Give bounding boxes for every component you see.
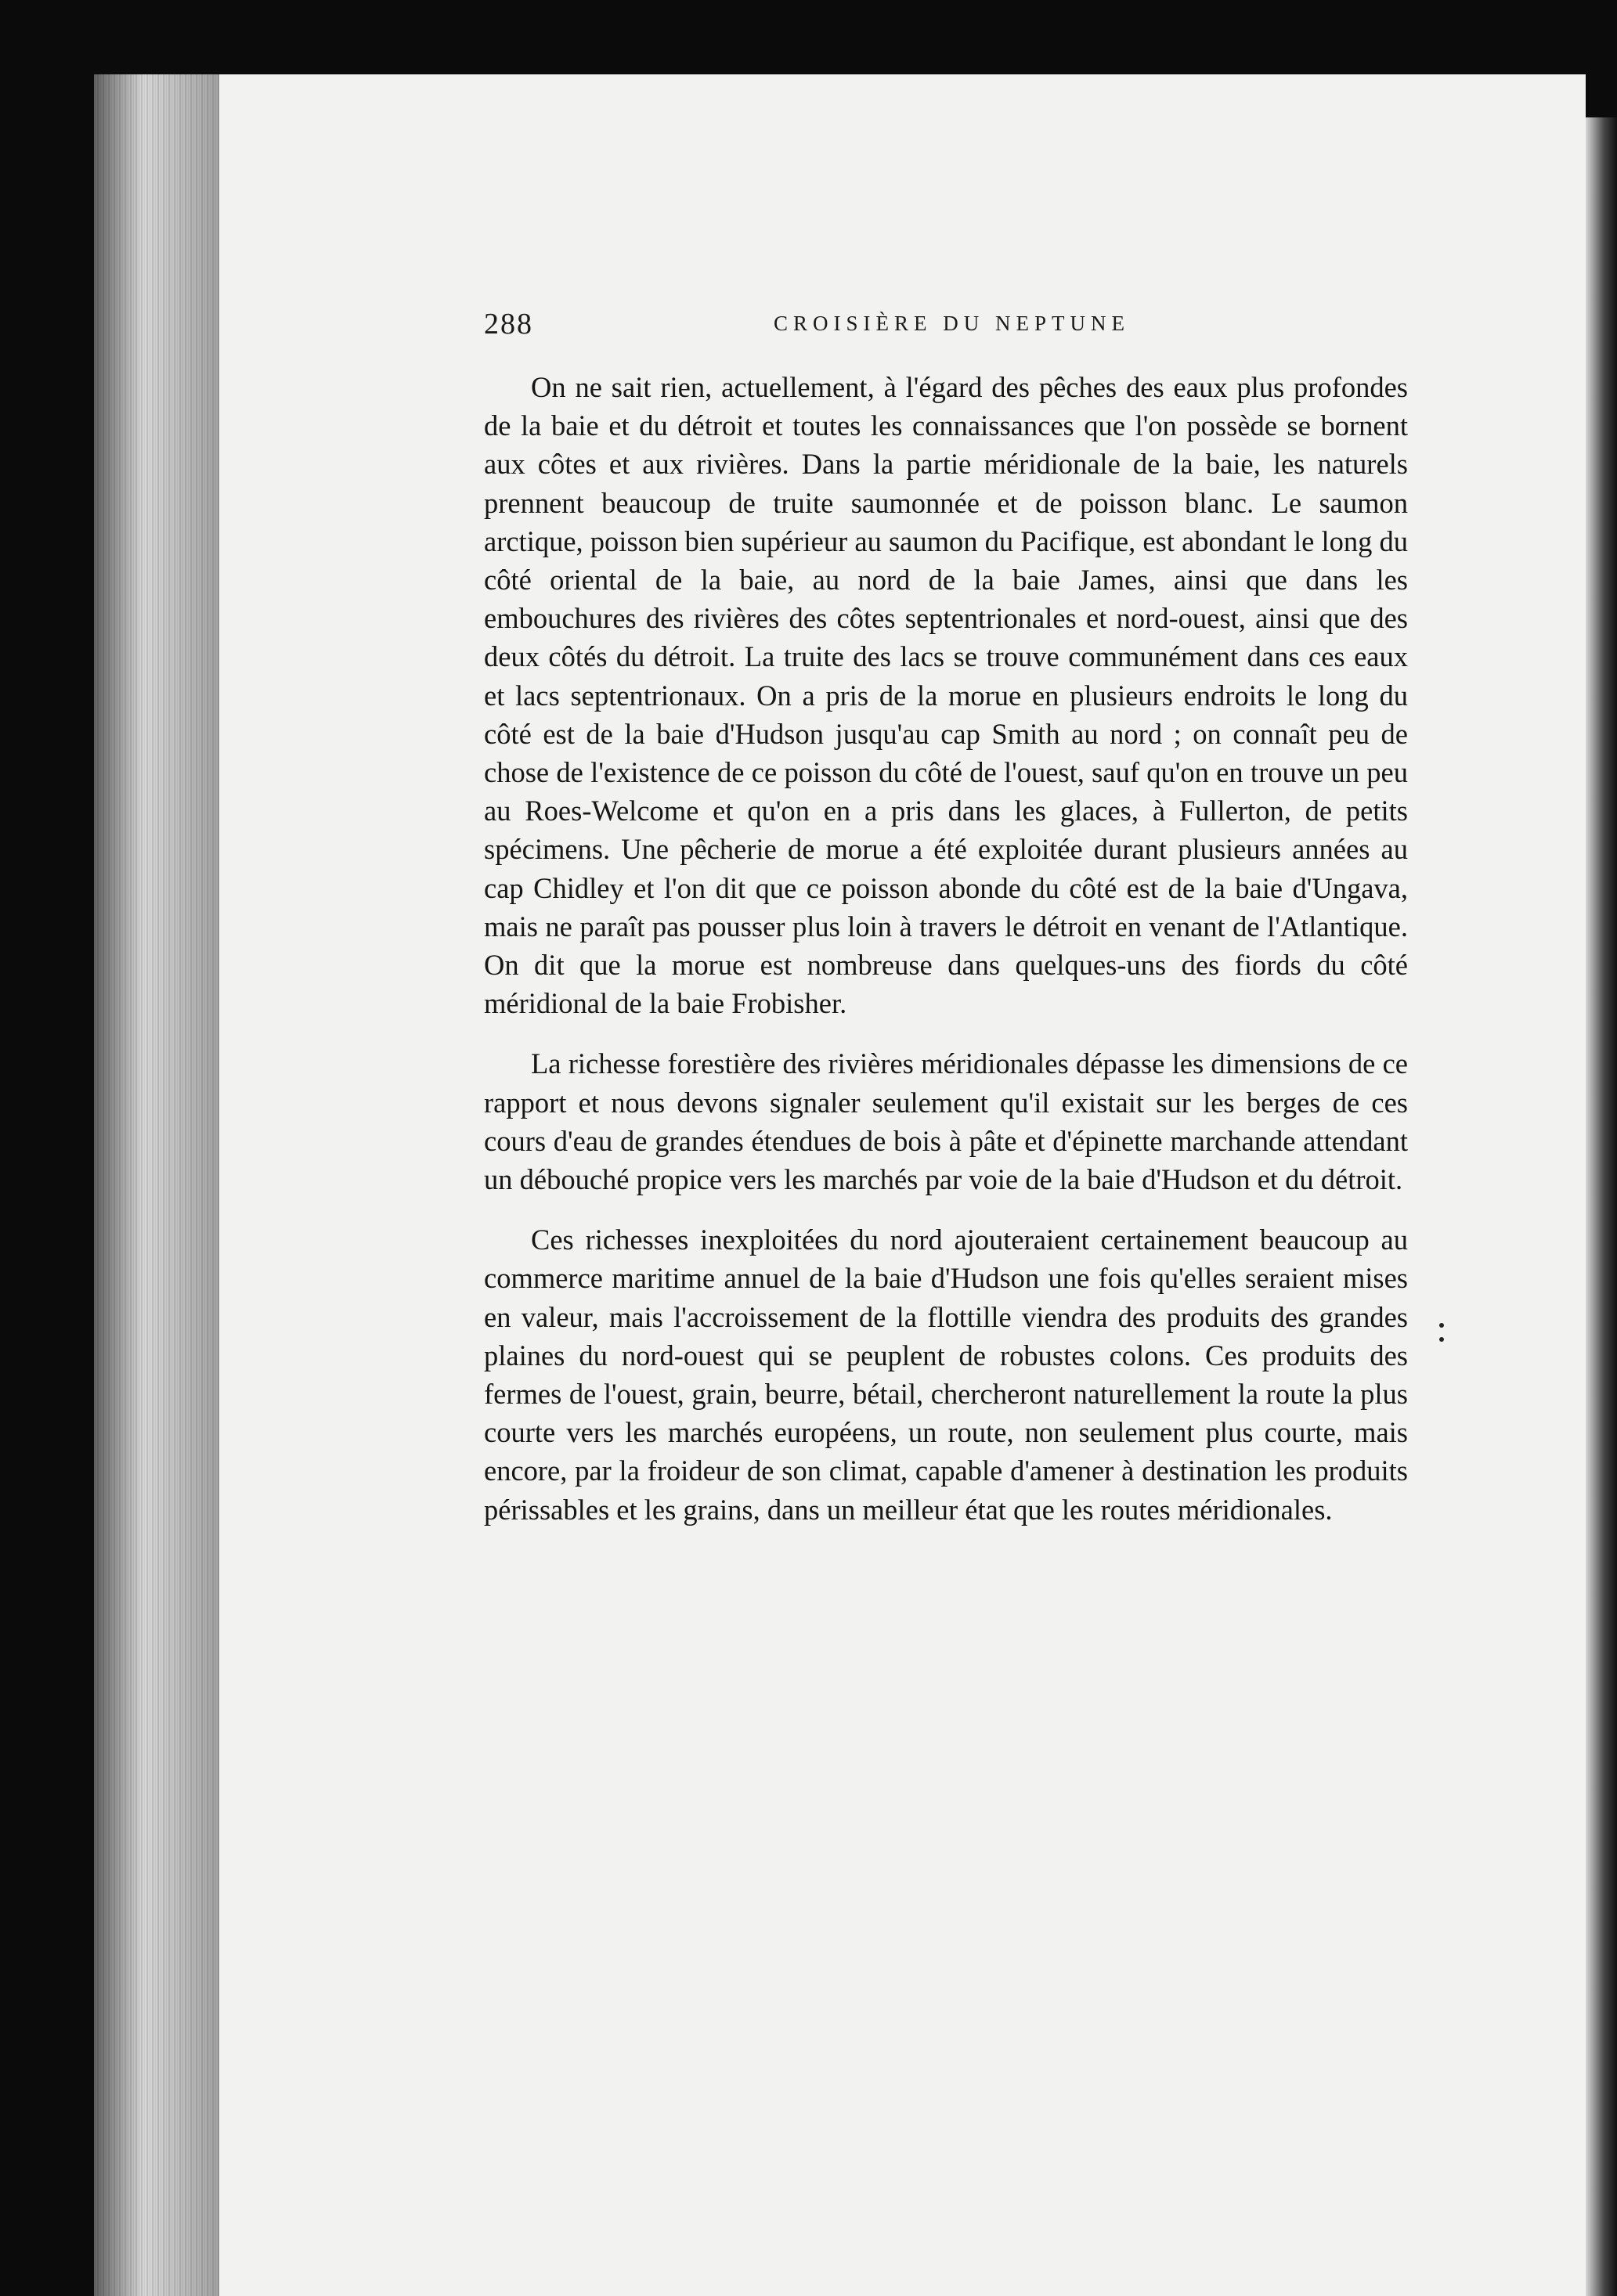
binding-shadow <box>94 74 219 2296</box>
paragraph: Ces richesses inexploitées du nord ajouteraient certainement beaucoup au commerce maritime annuel de la baie d'Hudson une fois qu'elles seraient mises en valeur, mais l'accroissement de la flottille viendra des produits des grandes plaines du nord-ouest qui se peuplent de robustes colons. Ces produits des fermes de l'ouest, grain, beurre, bétail, chercheront naturellement la route la plus courte vers les marchés européens, un route, non seulement plus courte, mais encore, par la froideur de son climat, capable d'amener à destination les produits périssables et les grains, dans un meilleur état que les routes méridionales. <box>484 1224 1408 1526</box>
running-head: CROISIÈRE DU NEPTUNE <box>774 312 1130 335</box>
page-number: 288 <box>484 308 533 341</box>
page-header <box>484 307 1408 346</box>
body-text <box>484 368 1408 1529</box>
paragraph: La richesse forestière des rivières méridionales dépasse les dimensions de ce rapport et nous devons signaler seulement qu'il existait sur les berges de ces cours d'eau de grandes étendues de bois à pâte et d'épinette marchande attendant un débouché propice vers les marchés par voie de la baie d'Hudson et du détroit. <box>484 1047 1408 1196</box>
scan-speck <box>1439 1323 1444 1328</box>
paragraph: On ne sait rien, actuellement, à l'égard des pêches des eaux plus profondes de la baie et du détroit et toutes les connaissances que l'on possède se bornent aux côtes et aux rivières. Dans la partie méridionale de la baie, les naturels prennent beaucoup de truite saumonnée et de poisson blanc. Le saumon arctique, poisson bien supérieur au saumon du Pacifique, est abondant le long du côté oriental de la baie, au nord de la baie James, ainsi que dans les embouchures des rivières des côtes septentrionales et nord-ouest, ainsi que des deux côtés du détroit. La truite des lacs se trouve communément dans ces eaux et lacs septentrionaux. On a pris de la morue en plusieurs endroits le long du côté est de la baie d'Hudson jusqu'au cap Smith au nord ; on connaît peu de chose de l'existence de ce poisson du côté de l'ouest, sauf qu'on en trouve un peu au Roes-Welcome et qu'on en a pris dans les glaces, à Fullerton, de petits spécimens. Une pêcherie de morue a été exploitée durant plusieurs années au cap Chidley et l'on dit que ce poisson abonde du côté est de la baie d'Ungava, mais ne paraît pas pousser plus loin à travers le détroit en venant de l'Atlantique. On dit que la morue est nombreuse dans quelques-uns des fiords du côté méridional de la baie Frobisher. <box>484 371 1408 1020</box>
page-right-edge <box>1586 117 1617 2296</box>
scan-speck <box>1439 1337 1444 1342</box>
